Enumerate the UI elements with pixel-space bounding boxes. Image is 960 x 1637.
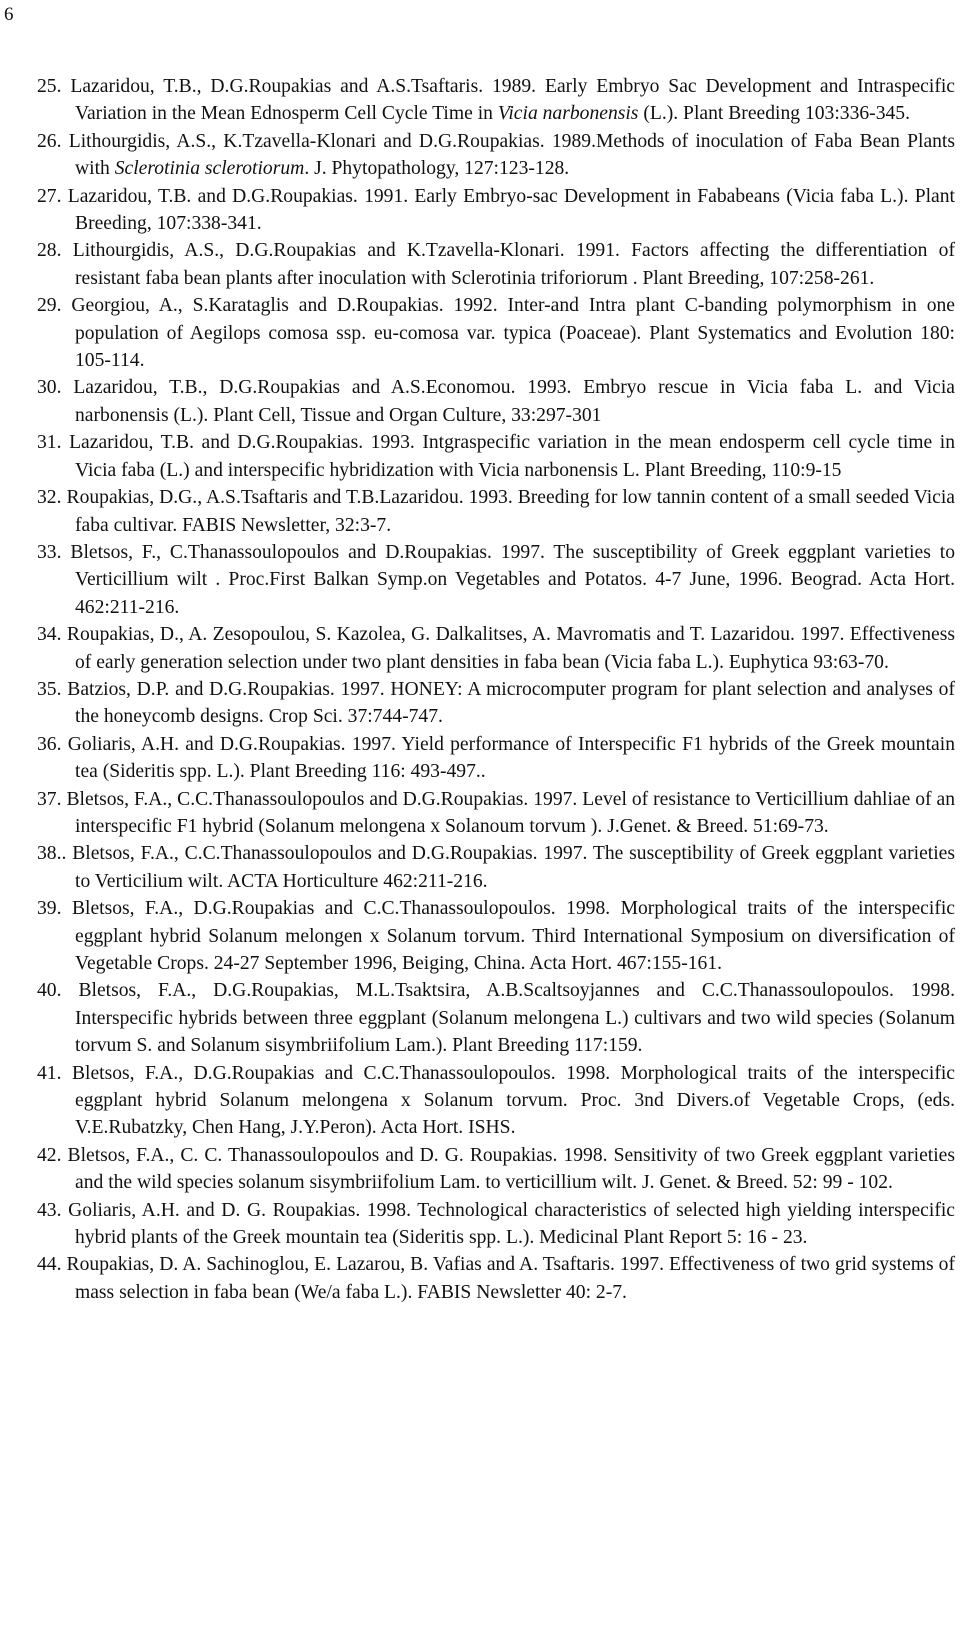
reference-number: 28.: [37, 240, 62, 262]
reference-item: [37, 676, 955, 731]
reference-text: Lithourgidis, A.S., D.G.Roupakias and K.Tzavella-Klonari. 1991. Factors affecting the differentiation of resistant faba bean plants after inoculation with Sclerotinia triforiorum . Plant Breeding, 107:258-261.: [72, 240, 955, 289]
reference-number: 39.: [37, 898, 62, 920]
reference-item: [37, 621, 955, 676]
reference-number: 42.: [37, 1144, 62, 1166]
reference-item: [37, 128, 955, 183]
reference-number: 26.: [37, 130, 62, 152]
reference-text: Bletsos, F.A., C.C.Thanassoulopoulos and D.G.Roupakias. 1997. The susceptibility of Greek eggplant varieties to Verticilium wilt. ACTA Horticulture 462:211-216.: [72, 843, 955, 892]
reference-item: [37, 731, 955, 786]
reference-number: 30.: [37, 377, 62, 399]
reference-number: 35.: [37, 678, 62, 700]
reference-text: Bletsos, F.A., C. C. Thanassoulopoulos and D. G. Roupakias. 1998. Sensitivity of two Greek eggplant varieties and the wild species solanum sisymbriifolium Lam. to verticillium wilt. J. Genet. & Breed. 52: 99 - 102.: [67, 1144, 955, 1194]
reference-item: [37, 840, 955, 895]
reference-number: 37.: [37, 788, 62, 810]
reference-text: Lazaridou, T.B. and D.G.Roupakias. 1993. Intgraspecific variation in the mean endosperm cell cycle time in Vicia faba (L.) and interspecific hybridization with Vicia narbonensis L. Plant Breeding, 110:9-15: [69, 432, 955, 481]
reference-item: [37, 73, 955, 128]
reference-number: 40.: [37, 980, 62, 1002]
reference-item: [37, 1142, 955, 1197]
reference-text: Roupakias, D., A. Zesopoulou, S. Kazolea, G. Dalkalitses, A. Mavromatis and T. Lazaridou. 1997. Effectiveness of early generation selection under two plant densities in faba bean (Vicia faba L.). Euphytica 93:63-70.: [66, 624, 955, 673]
reference-item: [37, 183, 955, 238]
reference-text: Lazaridou, T.B., D.G.Roupakias and A.S.Tsaftaris. 1989. Early Embryo Sac Development and Intraspecific Variation in the Mean Ednosperm Cell Cycle Time in Vicia narbonensis (L.). Plant Breeding 103:336-345.: [70, 76, 955, 125]
reference-number: 38..: [37, 843, 67, 865]
reference-list: [37, 73, 955, 1306]
reference-number: 31.: [37, 432, 62, 454]
reference-item: [37, 977, 955, 1059]
reference-text: Bletsos, F.A., D.G.Roupakias, M.L.Tsaktsira, A.B.Scaltsoyjannes and C.C.Thanassoulopoulos. 1998. Interspecific hybrids between three eggplant (Solanum melongena L.) cultivars and two wild species (Solanum torvum S. and Solanum sisymbriifolium Lam.). Plant Breeding 117:159.: [75, 980, 955, 1057]
reference-item: [37, 374, 955, 429]
reference-item: [37, 484, 955, 539]
reference-number: 33.: [37, 541, 62, 563]
reference-text: Lithourgidis, A.S., K.Tzavella-Klonari and D.G.Roupakias. 1989.Methods of inoculation of Faba Bean Plants with Sclerotinia sclerotiorum. J. Phytopathology, 127:123-128.: [68, 130, 956, 180]
reference-text: Goliaris, A.H. and D.G.Roupakias. 1997. Yield performance of Interspecific F1 hybrids of the Greek mountain tea (Sideritis spp. L.). Plant Breeding 116: 493-497..: [67, 733, 955, 783]
reference-item: [37, 1197, 955, 1252]
page-number: 6: [4, 4, 14, 25]
reference-text: Bletsos, F.A., D.G.Roupakias and C.C.Thanassoulopoulos. 1998. Morphological traits of the interspecific eggplant hybrid Solanum melongena x Solanum torvum. Proc. 3nd Divers.of Vegetable Crops, (eds. V.E.Rubatzky, Chen Hang, J.Y.Peron). Acta Hort. ISHS.: [71, 1062, 955, 1139]
reference-item: [37, 1060, 955, 1142]
reference-number: 43.: [37, 1199, 62, 1221]
reference-text: Lazaridou, T.B. and D.G.Roupakias. 1991. Early Embryo-sac Development in Fababeans (Vicia faba L.). Plant Breeding, 107:338-341.: [67, 185, 955, 235]
reference-item: [37, 786, 955, 841]
reference-text: Batzios, D.P. and D.G.Roupakias. 1997. HONEY: A microcomputer program for plant selection and analyses of the honeycomb designs. Crop Sci. 37:744-747.: [67, 678, 955, 728]
reference-number: 41.: [37, 1062, 62, 1084]
reference-number: 36.: [37, 733, 62, 755]
reference-text: Bletsos, F.A., D.G.Roupakias and C.C.Thanassoulopoulos. 1998. Morphological traits of the interspecific eggplant hybrid Solanum melongen x Solanum torvum. Third International Symposium on diversification of Vegetable Crops. 24-27 September 1996, Beiging, China. Acta Hort. 467:155-161.: [71, 898, 955, 974]
reference-item: [37, 237, 955, 292]
reference-text: Goliaris, A.H. and D. G. Roupakias. 1998. Technological characteristics of selected high yielding interspecific hybrid plants of the Greek mountain tea (Sideritis spp. L.). Medicinal Plant Report 5: 16 - 23.: [68, 1199, 955, 1249]
reference-text: Bletsos, F., C.Thanassoulopoulos and D.Roupakias. 1997. The susceptibility of Greek eggplant varieties to Verticillium wilt . Proc.First Balkan Symp.on Vegetables and Potatos. 4-7 June, 1996. Beograd. Acta Hort. 462:211-216.: [70, 541, 955, 618]
reference-item: [37, 429, 955, 484]
reference-text: Roupakias, D. A. Sachinoglou, E. Lazarou, B. Vafias and A. Tsaftaris. 1997. Effectiveness of two grid systems of mass selection in faba bean (We/a faba L.). FABIS Newsletter 40: 2-7.: [66, 1254, 956, 1303]
reference-text: Roupakias, D.G., A.S.Tsaftaris and T.B.Lazaridou. 1993. Breeding for low tannin content of a small seeded Vicia faba cultivar. FABIS Newsletter, 32:3-7.: [66, 487, 955, 536]
reference-item: [37, 292, 955, 374]
reference-item: [37, 1251, 955, 1306]
reference-number: 32.: [37, 487, 62, 509]
reference-number: 27.: [37, 185, 62, 207]
reference-text: Lazaridou, T.B., D.G.Roupakias and A.S.Economou. 1993. Embryo rescue in Vicia faba L. and Vicia narbonensis (L.). Plant Cell, Tissue and Organ Culture, 33:297-301: [73, 377, 955, 426]
reference-number: 29.: [37, 295, 62, 317]
reference-item: [37, 539, 955, 621]
reference-number: 34.: [37, 624, 62, 646]
reference-item: [37, 895, 955, 977]
reference-number: 25.: [37, 76, 62, 97]
reference-text: Bletsos, F.A., C.C.Thanassoulopoulos and D.G.Roupakias. 1997. Level of resistance to Verticillium dahliae of an interspecific F1 hybrid (Solanum melongena x Solanoum torvum ). J.Genet. & Breed. 51:69-73.: [66, 788, 956, 837]
reference-number: 44.: [37, 1254, 62, 1276]
reference-text: Georgiou, A., S.Karataglis and D.Roupakias. 1992. Inter-and Intra plant C-banding polymorphism in one population of Aegilops comosa ssp. eu-comosa var. typica (Poaceae). Plant Systematics and Evolution 180: 105-114.: [71, 295, 955, 372]
